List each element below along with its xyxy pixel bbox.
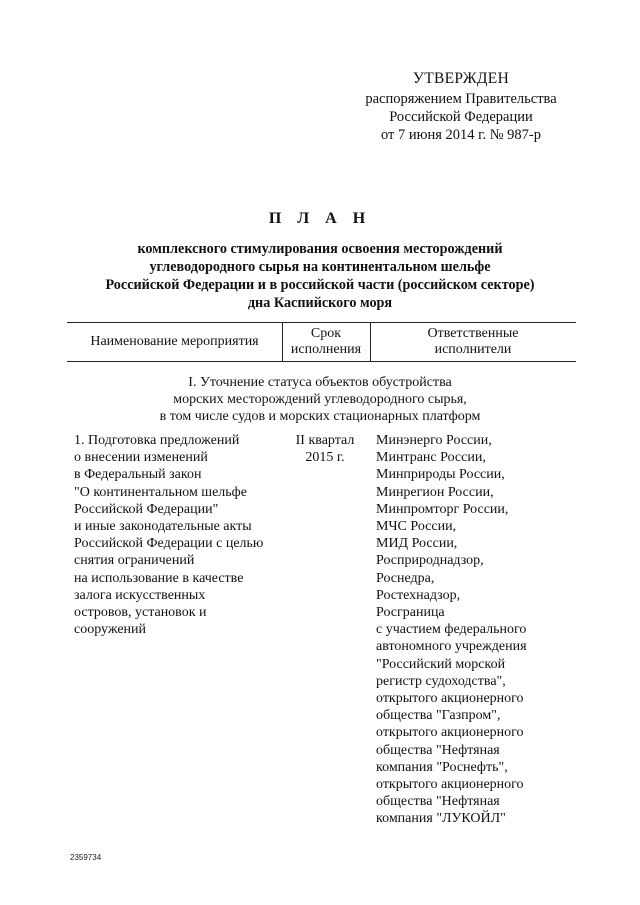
- item-name-line: "О континентальном шельфе: [74, 484, 247, 500]
- item-name-line: сооружений: [74, 622, 147, 638]
- executor-line: МЧС России,: [376, 519, 457, 535]
- executor-line: Роснедра,: [376, 570, 435, 586]
- executor-line: Росприроднадзор,: [376, 553, 484, 569]
- approval-heading: УТВЕРЖДЕН: [412, 70, 510, 87]
- executor-line: Минпромторг России,: [376, 501, 509, 517]
- item-name-line: о внесении изменений: [74, 450, 208, 466]
- section-line: I. Уточнение статуса объектов обустройства: [188, 375, 452, 390]
- executor-line: МИД России,: [376, 536, 458, 552]
- item-1-executors: [376, 432, 576, 828]
- executor-line: общества "Нефтяная: [376, 742, 500, 758]
- executor-line: Ростехнадзор,: [376, 587, 461, 603]
- header-name-cell: [67, 323, 282, 361]
- item-term-line: 2015 г.: [305, 450, 345, 466]
- item-name-line: Российской Федерации с целью: [74, 536, 264, 552]
- subtitle-line: углеводородного сырья на континентальном шельфе: [149, 259, 491, 275]
- item-term-line: II квартал: [295, 433, 355, 448]
- item-1-term: [285, 432, 365, 466]
- executor-line: открытого акционерного: [376, 777, 524, 793]
- executor-line: Минтранс России,: [376, 450, 486, 466]
- approval-line: Российской Федерации: [389, 109, 533, 125]
- header-executors-label: Ответственные: [427, 326, 519, 341]
- document-title: [60, 210, 580, 312]
- executor-line: компания "ЛУКОЙЛ": [376, 811, 506, 827]
- executor-line: общества "Нефтяная: [376, 794, 500, 810]
- header-term-cell: [282, 323, 370, 361]
- executor-line: Росграница: [376, 605, 445, 621]
- plan-subtitle: [60, 240, 580, 312]
- item-name-line: залога искусственных: [74, 587, 206, 603]
- executor-line: "Российский морской: [376, 656, 506, 672]
- item-name-line: на использование в качестве: [74, 570, 244, 586]
- section-line: в том числе судов и морских стационарных платформ: [159, 409, 481, 424]
- item-name-line: снятия ограничений: [74, 553, 195, 569]
- header-executors-cell: [370, 323, 576, 361]
- executor-line: Минэнерго России,: [376, 433, 492, 448]
- executor-line: открытого акционерного: [376, 691, 524, 707]
- item-name-line: островов, установок и: [74, 605, 207, 621]
- item-name-line: в Федеральный закон: [74, 467, 202, 483]
- subtitle-line: Российской Федерации и в российской части (российском секторе): [105, 277, 535, 293]
- executor-line: Минрегион России,: [376, 484, 494, 500]
- executor-line: Минприроды России,: [376, 467, 505, 483]
- executor-line: регистр судоходства",: [376, 673, 506, 689]
- approval-line: распоряжением Правительства: [365, 91, 557, 107]
- header-term-label: исполнения: [290, 342, 362, 357]
- executor-line: компания "Роснефть",: [376, 759, 508, 775]
- item-name-line: и иные законодательные акты: [74, 519, 252, 535]
- item-1-name: [74, 432, 289, 638]
- item-name-line: 1. Подготовка предложений: [74, 433, 240, 448]
- subtitle-line: дна Каспийского моря: [247, 295, 393, 311]
- document-number: 2359734: [70, 853, 102, 862]
- section-line: морских месторождений углеводородного сырья,: [173, 392, 467, 407]
- approval-block: [330, 70, 592, 144]
- subtitle-line: комплексного стимулирования освоения месторождений: [137, 241, 503, 257]
- header-term-label: Срок: [310, 326, 342, 341]
- approval-line: от 7 июня 2014 г. № 987-р: [380, 127, 542, 143]
- executor-line: автономного учреждения: [376, 639, 527, 655]
- table-header: [67, 322, 576, 362]
- executor-line: с участием федерального: [376, 622, 527, 638]
- header-executors-label: исполнители: [434, 342, 512, 357]
- header-name-label: Наименование мероприятия: [90, 334, 259, 349]
- item-name-line: Российской Федерации": [74, 501, 219, 517]
- plan-heading: П Л А Н: [268, 210, 372, 227]
- executor-line: общества "Газпром",: [376, 708, 501, 724]
- section-heading: [100, 374, 540, 425]
- executor-line: открытого акционерного: [376, 725, 524, 741]
